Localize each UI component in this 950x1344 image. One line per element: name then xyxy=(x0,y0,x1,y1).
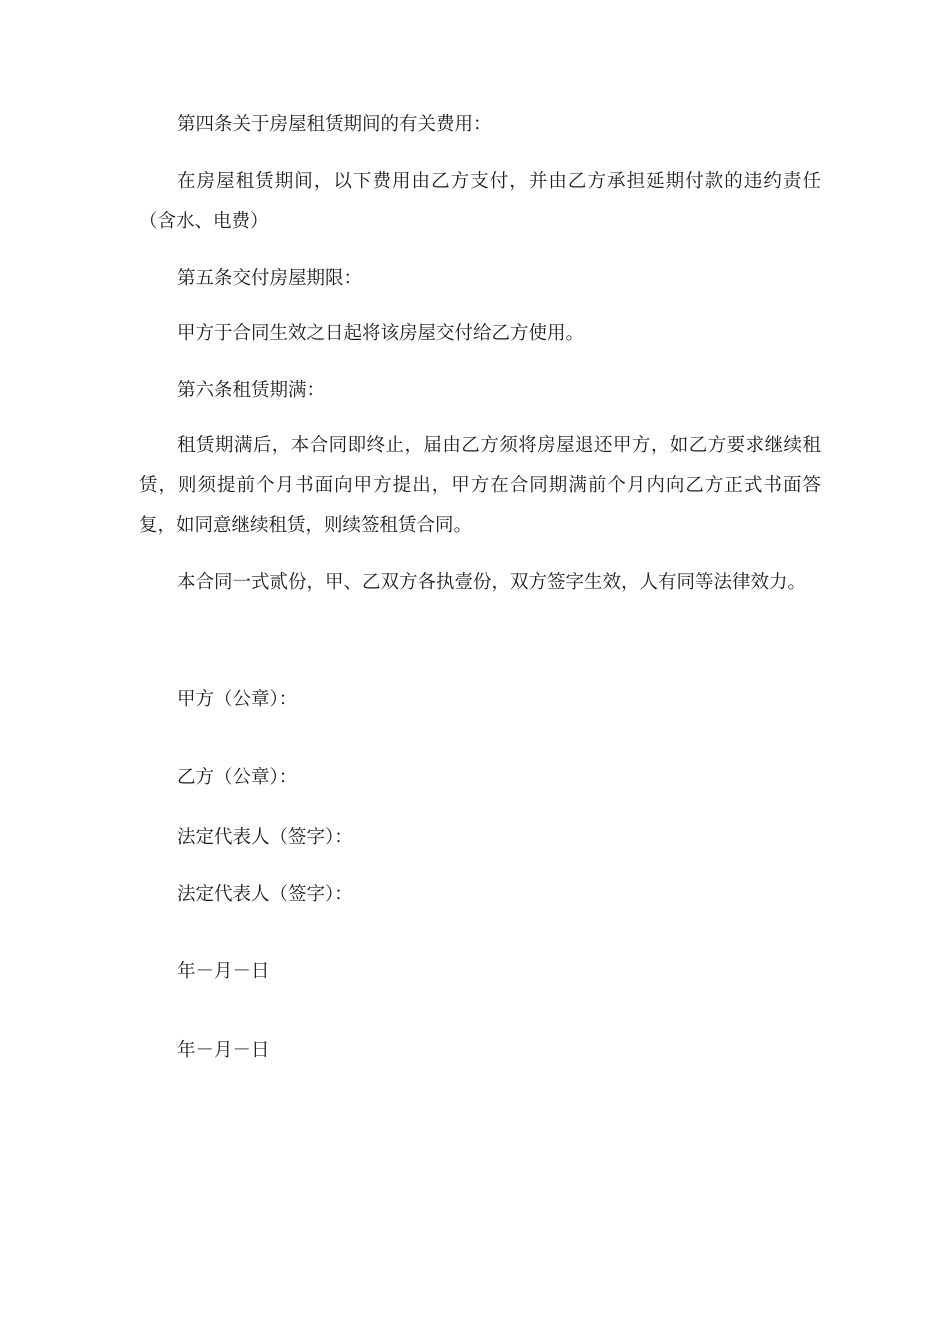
date-b: 年－月－日 xyxy=(177,1040,270,1061)
article6-body: 租赁期满后，本合同即终止，届由乙方须将房屋退还甲方，如乙方要求继续租赁，则须提前个月书面向甲方提出，甲方在合同期满前个月内向乙方正式书面答复，如同意继续租赁，则续签租赁合同。 xyxy=(139,435,821,536)
legal-rep-b-label: 法定代表人（签字）： xyxy=(177,884,353,905)
article5-body: 甲方于合同生效之日起将该房屋交付给乙方使用。 xyxy=(177,323,585,344)
article6-heading: 第六条租赁期满： xyxy=(177,380,326,401)
copies-clause: 本合同一式贰份，甲、乙双方各执壹份，双方签字生效，人有同等法律效力。 xyxy=(177,572,807,593)
article5-heading: 第五条交付房屋期限： xyxy=(177,268,363,289)
article4-body: 在房屋租赁期间，以下费用由乙方支付，并由乙方承担延期付款的违约责任（含水、电费） xyxy=(139,171,821,232)
article4-heading: 第四条关于房屋租赁期间的有关费用： xyxy=(177,114,492,135)
legal-rep-a-label: 法定代表人（签字）： xyxy=(177,827,353,848)
date-a: 年－月－日 xyxy=(177,961,270,982)
party-b-seal-label: 乙方（公章）： xyxy=(177,767,298,788)
party-a-seal-label: 甲方（公章）： xyxy=(177,689,298,710)
